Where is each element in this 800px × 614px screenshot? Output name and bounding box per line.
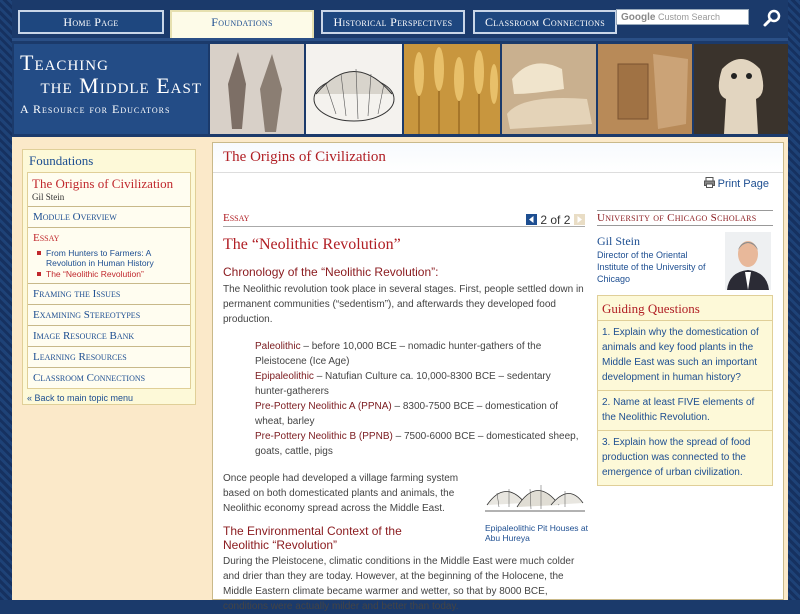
left-nav-panel bbox=[27, 172, 191, 389]
print-page-label: Print Page bbox=[717, 178, 769, 190]
paragraph-village-farming: Once people had developed a village farming system based on both domesticated plants and animals, the Neolithic economy spread across the Middle East. bbox=[223, 473, 459, 514]
chronology-heading: Chronology of the “Neolithic Revolution”: bbox=[223, 265, 439, 279]
chronology-label: Pre-Pottery Neolithic B (PPNB) bbox=[255, 431, 393, 442]
wheat-photo bbox=[404, 44, 500, 134]
banner bbox=[12, 38, 788, 134]
search-button[interactable] bbox=[762, 8, 782, 28]
tab-foundations[interactable]: Foundations bbox=[170, 10, 314, 40]
next-page-icon[interactable] bbox=[574, 214, 585, 225]
question-item[interactable]: 2. Name at least FIVE elements of the Neolithic Revolution. bbox=[598, 391, 772, 431]
chronology-item bbox=[255, 429, 585, 459]
scholars-heading: University of Chicago Scholars bbox=[597, 210, 773, 226]
grinding-stone-photo bbox=[502, 44, 596, 134]
page-title: The Origins of Civilization bbox=[213, 143, 783, 173]
module-author: Gil Stein bbox=[28, 192, 190, 207]
question-item[interactable]: 1. Explain why the domestication of animals and key food plants in the Middle East was such an important development in human history? bbox=[598, 321, 772, 391]
tab-historical-perspectives[interactable]: Historical Perspectives bbox=[321, 10, 465, 34]
excavation-photo bbox=[598, 44, 692, 134]
nav-examining-stereotypes[interactable]: Examining Stereotypes bbox=[28, 305, 190, 326]
printer-icon bbox=[704, 177, 715, 188]
essay-headline: The “Neolithic Revolution” bbox=[223, 236, 401, 253]
back-to-menu-link[interactable]: « Back to main topic menu bbox=[27, 393, 134, 403]
essay-label: Essay bbox=[223, 212, 250, 224]
essay-item-neolithic[interactable]: The “Neolithic Revolution” bbox=[36, 269, 186, 279]
chronology-label: Paleolithic bbox=[255, 341, 301, 352]
chronology-item bbox=[255, 339, 585, 369]
chronology-label: Epipaleolithic bbox=[255, 371, 314, 382]
chronology-text: – before 10,000 BCE – nomadic hunter-gathers of the Pleistocene (Ice Age) bbox=[255, 341, 542, 367]
search-icon bbox=[762, 8, 782, 28]
chronology-text: – Natufian Culture ca. 10,000-8300 BCE – sedentary hunter-gatherers bbox=[255, 371, 551, 397]
nav-image-resource-bank[interactable]: Image Resource Bank bbox=[28, 326, 190, 347]
scholar-role: Director of the Oriental Institute of the University of Chicago bbox=[597, 250, 706, 284]
image-caption: Epipaleolithic Pit Houses at Abu Hureya bbox=[485, 523, 589, 543]
search-placeholder: Custom Search bbox=[657, 12, 720, 22]
page-border-right bbox=[788, 0, 800, 600]
logo-line2: the Middle East bbox=[40, 73, 202, 98]
chronology-list bbox=[255, 339, 585, 459]
nav-learning-resources[interactable]: Learning Resources bbox=[28, 347, 190, 368]
essay-sublist bbox=[28, 248, 190, 284]
nav-classroom-connections[interactable]: Classroom Connections bbox=[33, 372, 146, 384]
paragraph-environment: During the Pleistocene, climatic conditions in the Middle East were much colder and drier than they are today. However, at the beginning of the Holocene, the Middle Eastern climate became warmer and wetter, so that by 8000 BCE, conditions were actually milder and better than today. bbox=[223, 556, 575, 612]
stone-tools-photo bbox=[210, 44, 304, 134]
environment-heading: The Environmental Context of the Neolithic “Revolution” bbox=[223, 524, 402, 552]
chronology-text: – 8300-7500 BCE – domestication of wheat, barley bbox=[255, 401, 558, 427]
essay-item-hunters-farmers[interactable]: From Hunters to Farmers: A Revolution in Human History bbox=[36, 248, 186, 268]
left-nav bbox=[22, 149, 196, 405]
chronology-item bbox=[255, 399, 585, 429]
tab-classroom-connections[interactable]: Classroom Connections bbox=[473, 10, 617, 34]
pit-house-drawing bbox=[306, 44, 402, 134]
scholar-name[interactable]: Gil Stein bbox=[597, 234, 641, 248]
site-logo[interactable] bbox=[14, 44, 208, 134]
left-nav-heading[interactable]: Foundations bbox=[29, 153, 94, 168]
prev-page-icon[interactable] bbox=[526, 214, 537, 225]
guiding-questions-heading: Guiding Questions bbox=[598, 296, 772, 321]
nav-essay[interactable]: Essay bbox=[33, 232, 60, 244]
logo-line3: A Resource for Educators bbox=[20, 102, 171, 116]
tab-home[interactable]: Home Page bbox=[18, 10, 164, 34]
page-border-left bbox=[0, 0, 12, 600]
chronology-label: Pre-Pottery Neolithic A (PPNA) bbox=[255, 401, 392, 412]
pit-houses-illustration[interactable] bbox=[485, 467, 585, 519]
nav-framing-issues[interactable]: Framing the Issues bbox=[28, 284, 190, 305]
pager bbox=[526, 213, 585, 227]
right-sidebar bbox=[597, 210, 773, 478]
logo-line1: Teaching bbox=[20, 50, 109, 75]
google-logo: Google bbox=[621, 12, 656, 23]
nav-module-overview[interactable]: Module Overview bbox=[28, 207, 190, 228]
content-panel bbox=[212, 142, 784, 612]
intro-paragraph: The Neolithic revolution took place in several stages. First, people settled down in permanent communities (“sedentism”), and afterwards they developed food production. bbox=[223, 284, 584, 325]
search-input[interactable] bbox=[616, 9, 749, 25]
print-page-button[interactable] bbox=[704, 177, 769, 190]
chronology-text: – 7500-6000 BCE – domesticated sheep, goats, cattle, pigs bbox=[255, 431, 579, 457]
page-count: 2 of 2 bbox=[540, 213, 571, 227]
statue-photo bbox=[694, 44, 788, 134]
scholar-portrait bbox=[725, 232, 771, 290]
main-area bbox=[12, 137, 788, 612]
guiding-questions bbox=[597, 295, 773, 486]
module-title[interactable]: The Origins of Civilization bbox=[32, 176, 174, 191]
chronology-item bbox=[255, 369, 585, 399]
question-item[interactable]: 3. Explain how the spread of food production was connected to the emergence of urban civilization. bbox=[602, 437, 751, 478]
